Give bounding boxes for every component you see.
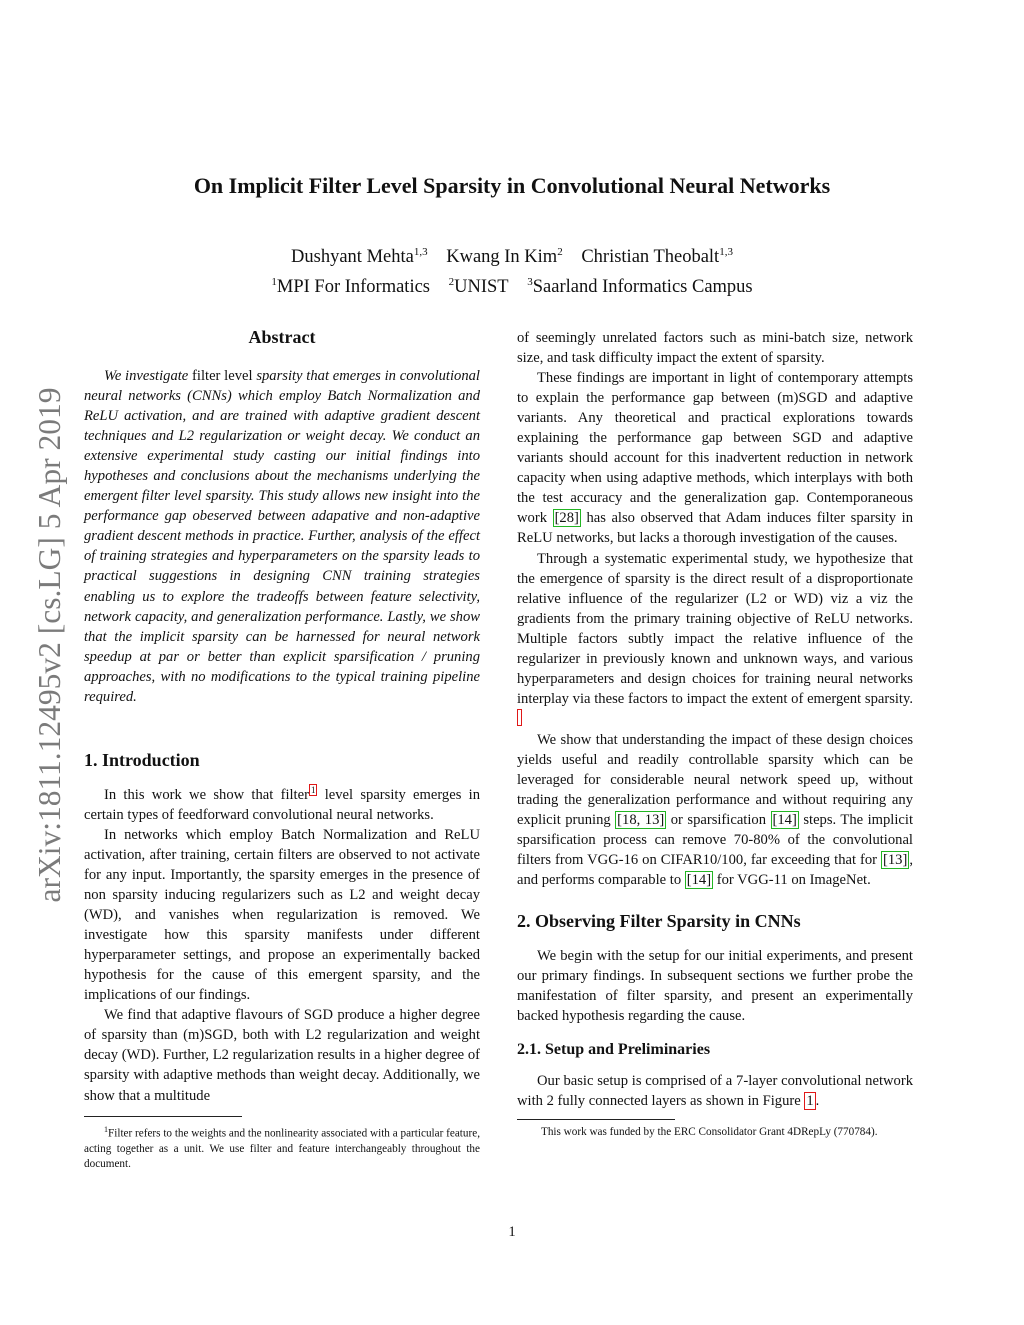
page-number: 1 — [508, 1224, 516, 1240]
citation-link[interactable]: [18, 13] — [617, 812, 665, 829]
body-text: . — [815, 1092, 820, 1109]
citation-link[interactable]: [13] — [883, 852, 908, 869]
body-text: We show that understanding the impact of these design choices yields useful and readily controllable sparsity which can be leveraged for considerable neural network speed up, without trading the generalization performance and without requiring any explicit pruning — [517, 731, 913, 829]
footnote-rule — [517, 1119, 675, 1120]
abstract-body: sparsity that emerges in convolutional neural networks (CNNs) which employ Batch Normalization and ReLU activation, and are trained with adaptive gradient descent techniques and L2 regularization or weight decay. We conduct an extensive experimental study casting our initial findings into hypotheses and conclusions about the mechanisms underlying the emergent filter level sparsity. This study allows new insight into the performance gap obeserved between adapative and non-adaptive gradient descent methods in practice. Further, analysis of the effect of training strategies and hyperparameters on the sparsity leads to practical suggestions in designing CNN training strategies enabling us to explore the tradeoffs between feature selectivity, network capacity, and generalization performance. Lastly, we show that the implicit sparsity can be harnessed for neural network speedup at par or better than explicit sparsification / pruning approaches, with no modifications to the typical training pipeline required. — [84, 368, 480, 705]
affiliation-number: 3 — [527, 276, 533, 289]
footnote-right — [517, 1119, 913, 1141]
subsection-2-1-heading: 2.1. Setup and Preliminaries — [517, 1040, 711, 1058]
footnote-body: Filter refers to the weights and the nonlinearity associated with a particular feature, acting together as a unit. We use filter and feature interchangeably throughout the document. — [84, 1127, 480, 1171]
left-column — [84, 324, 480, 1173]
footnote-number: 1 — [104, 1124, 108, 1134]
footnote-text — [84, 1122, 480, 1173]
author-name: Dushyant Mehta — [291, 247, 414, 268]
abstract-text — [84, 366, 480, 707]
author-affiliation-mark: 1,3 — [719, 246, 733, 258]
affiliation-number: 2 — [448, 276, 455, 289]
body-paragraph — [517, 1071, 913, 1111]
author-affiliation-mark: 2 — [557, 246, 563, 258]
body-text: for VGG-11 on ImageNet. — [713, 872, 871, 889]
affiliation-name: MPI For Informatics — [276, 277, 430, 298]
author-block — [0, 240, 1024, 300]
footnote-text: This work was funded by the ERC Consolidator Grant 4DRepLy (770784). — [541, 1125, 878, 1138]
body-text: Through a systematic experimental study, we hypothesize that the emergence of sparsity is the direct result of a disproportionate relative influence of the regularizer (L2 or WD) viz a viz the gradients from the primary training objective of ReLU networks. Multiple factors subtly impact the relative influence of the regularizer in previously known and unknown ways, and various hyperparameters and design choices for training neural networks interplay via these factors to impact the extent of emergent sparsity. — [517, 550, 913, 707]
citation-link[interactable]: [14] — [772, 812, 797, 829]
footnote-link[interactable] — [517, 709, 522, 726]
author-affiliation-mark: 1,3 — [413, 246, 428, 258]
body-text: Our basic setup is comprised of a 7-layer convolutional network with 2 fully connected layers as shown in Figure — [517, 1072, 913, 1109]
footnote-left — [84, 1116, 480, 1173]
author-line — [0, 240, 1024, 270]
section-2-heading: 2. Observing Filter Sparsity in CNNs — [517, 911, 801, 932]
intro-paragraph: In networks which employ Batch Normalization and ReLU activation, after training, certain filters are observed to not activate for any input. Importantly, the sparsity emerges in the presence of non sparsity inducing regularizers such as L2 and weight decay (WD), and vanishes when regularization is removed. We investigate how this sparsity manifests under different hyperparameter settings, and propose an experimentally backed hypothesis for the cause of this emergent sparsity, and the implications of our findings. — [84, 826, 480, 1004]
body-paragraph: of seemingly unrelated factors such as mini-batch size, network size, and task difficulty impact the extent of sparsity. — [517, 330, 913, 367]
body-paragraph — [517, 549, 913, 730]
intro-paragraph — [84, 785, 480, 825]
body-text: steps. The implicit sparsification process can remove 70-80% of the convolutional filters from VGG-16 on CIFAR10/100, far exceeding that for — [517, 812, 913, 869]
affiliation-line — [0, 270, 1024, 300]
body-text: or sparsification — [666, 812, 771, 829]
author-name: Christian Theobalt — [581, 247, 720, 268]
intro-heading: 1. Introduction — [84, 749, 200, 770]
affiliation-number: 1 — [271, 276, 277, 289]
intro-text: level sparsity emerges in certain types of feedforward convolutional neural networks. — [84, 786, 481, 823]
affiliation-name: UNIST — [454, 277, 509, 298]
arxiv-id: arXiv:1811.12495v2 [cs.LG] 5 Apr 2019 — [32, 387, 67, 903]
paper-title: On Implicit Filter Level Sparsity in Convolutional Neural Networks — [193, 173, 831, 198]
right-column — [517, 328, 913, 1140]
intro-text: In this work we show that filter — [104, 786, 309, 803]
citation-link[interactable]: [14] — [686, 872, 712, 889]
affiliation-name: Saarland Informatics Campus — [532, 277, 753, 298]
footnote-link[interactable]: 1 — [310, 784, 316, 795]
author-name: Kwang In Kim — [446, 247, 558, 268]
abstract-heading: Abstract — [248, 327, 316, 347]
footnote-rule — [84, 1116, 242, 1117]
body-text: These findings are important in light of contemporary attempts to explain the performance gap between (m)SGD and adaptive variants. Any theoretical and practical explorations towards explaining the performance gap between SGD and adaptive variants should account for this inadvertent reduction in network capacity when using adaptive methods, which interplays with both the test accuracy and the generalization gap. Contemporaneous work — [517, 370, 913, 527]
arxiv-sidebar-stamp — [28, 360, 72, 930]
citation-link[interactable]: [28] — [554, 510, 579, 527]
body-paragraph: We begin with the setup for our initial experiments, and present our primary findings. In subsequent sections we further probe the manifestation of filter sparsity, and present an experimentally backed hypothesis regarding the cause. — [517, 948, 913, 1025]
abstract-roman: filter level — [192, 368, 253, 384]
abstract-lead: We investigate — [104, 368, 189, 384]
body-text: , and performs comparable to — [517, 852, 913, 889]
figure-link[interactable]: 1 — [806, 1092, 814, 1109]
body-paragraph — [517, 368, 913, 548]
body-text: has also observed that Adam induces filter sparsity in ReLU networks, but lacks a thorough investigation of the causes. — [517, 510, 913, 547]
intro-paragraph: We find that adaptive flavours of SGD produce a higher degree of sparsity than (m)SGD, both with L2 regularization and weight decay (WD). Further, L2 regularization results in a higher degree of sparsity with adaptive methods than weight decay. Additionally, we show that a multitude — [84, 1007, 480, 1104]
body-paragraph — [517, 730, 913, 890]
